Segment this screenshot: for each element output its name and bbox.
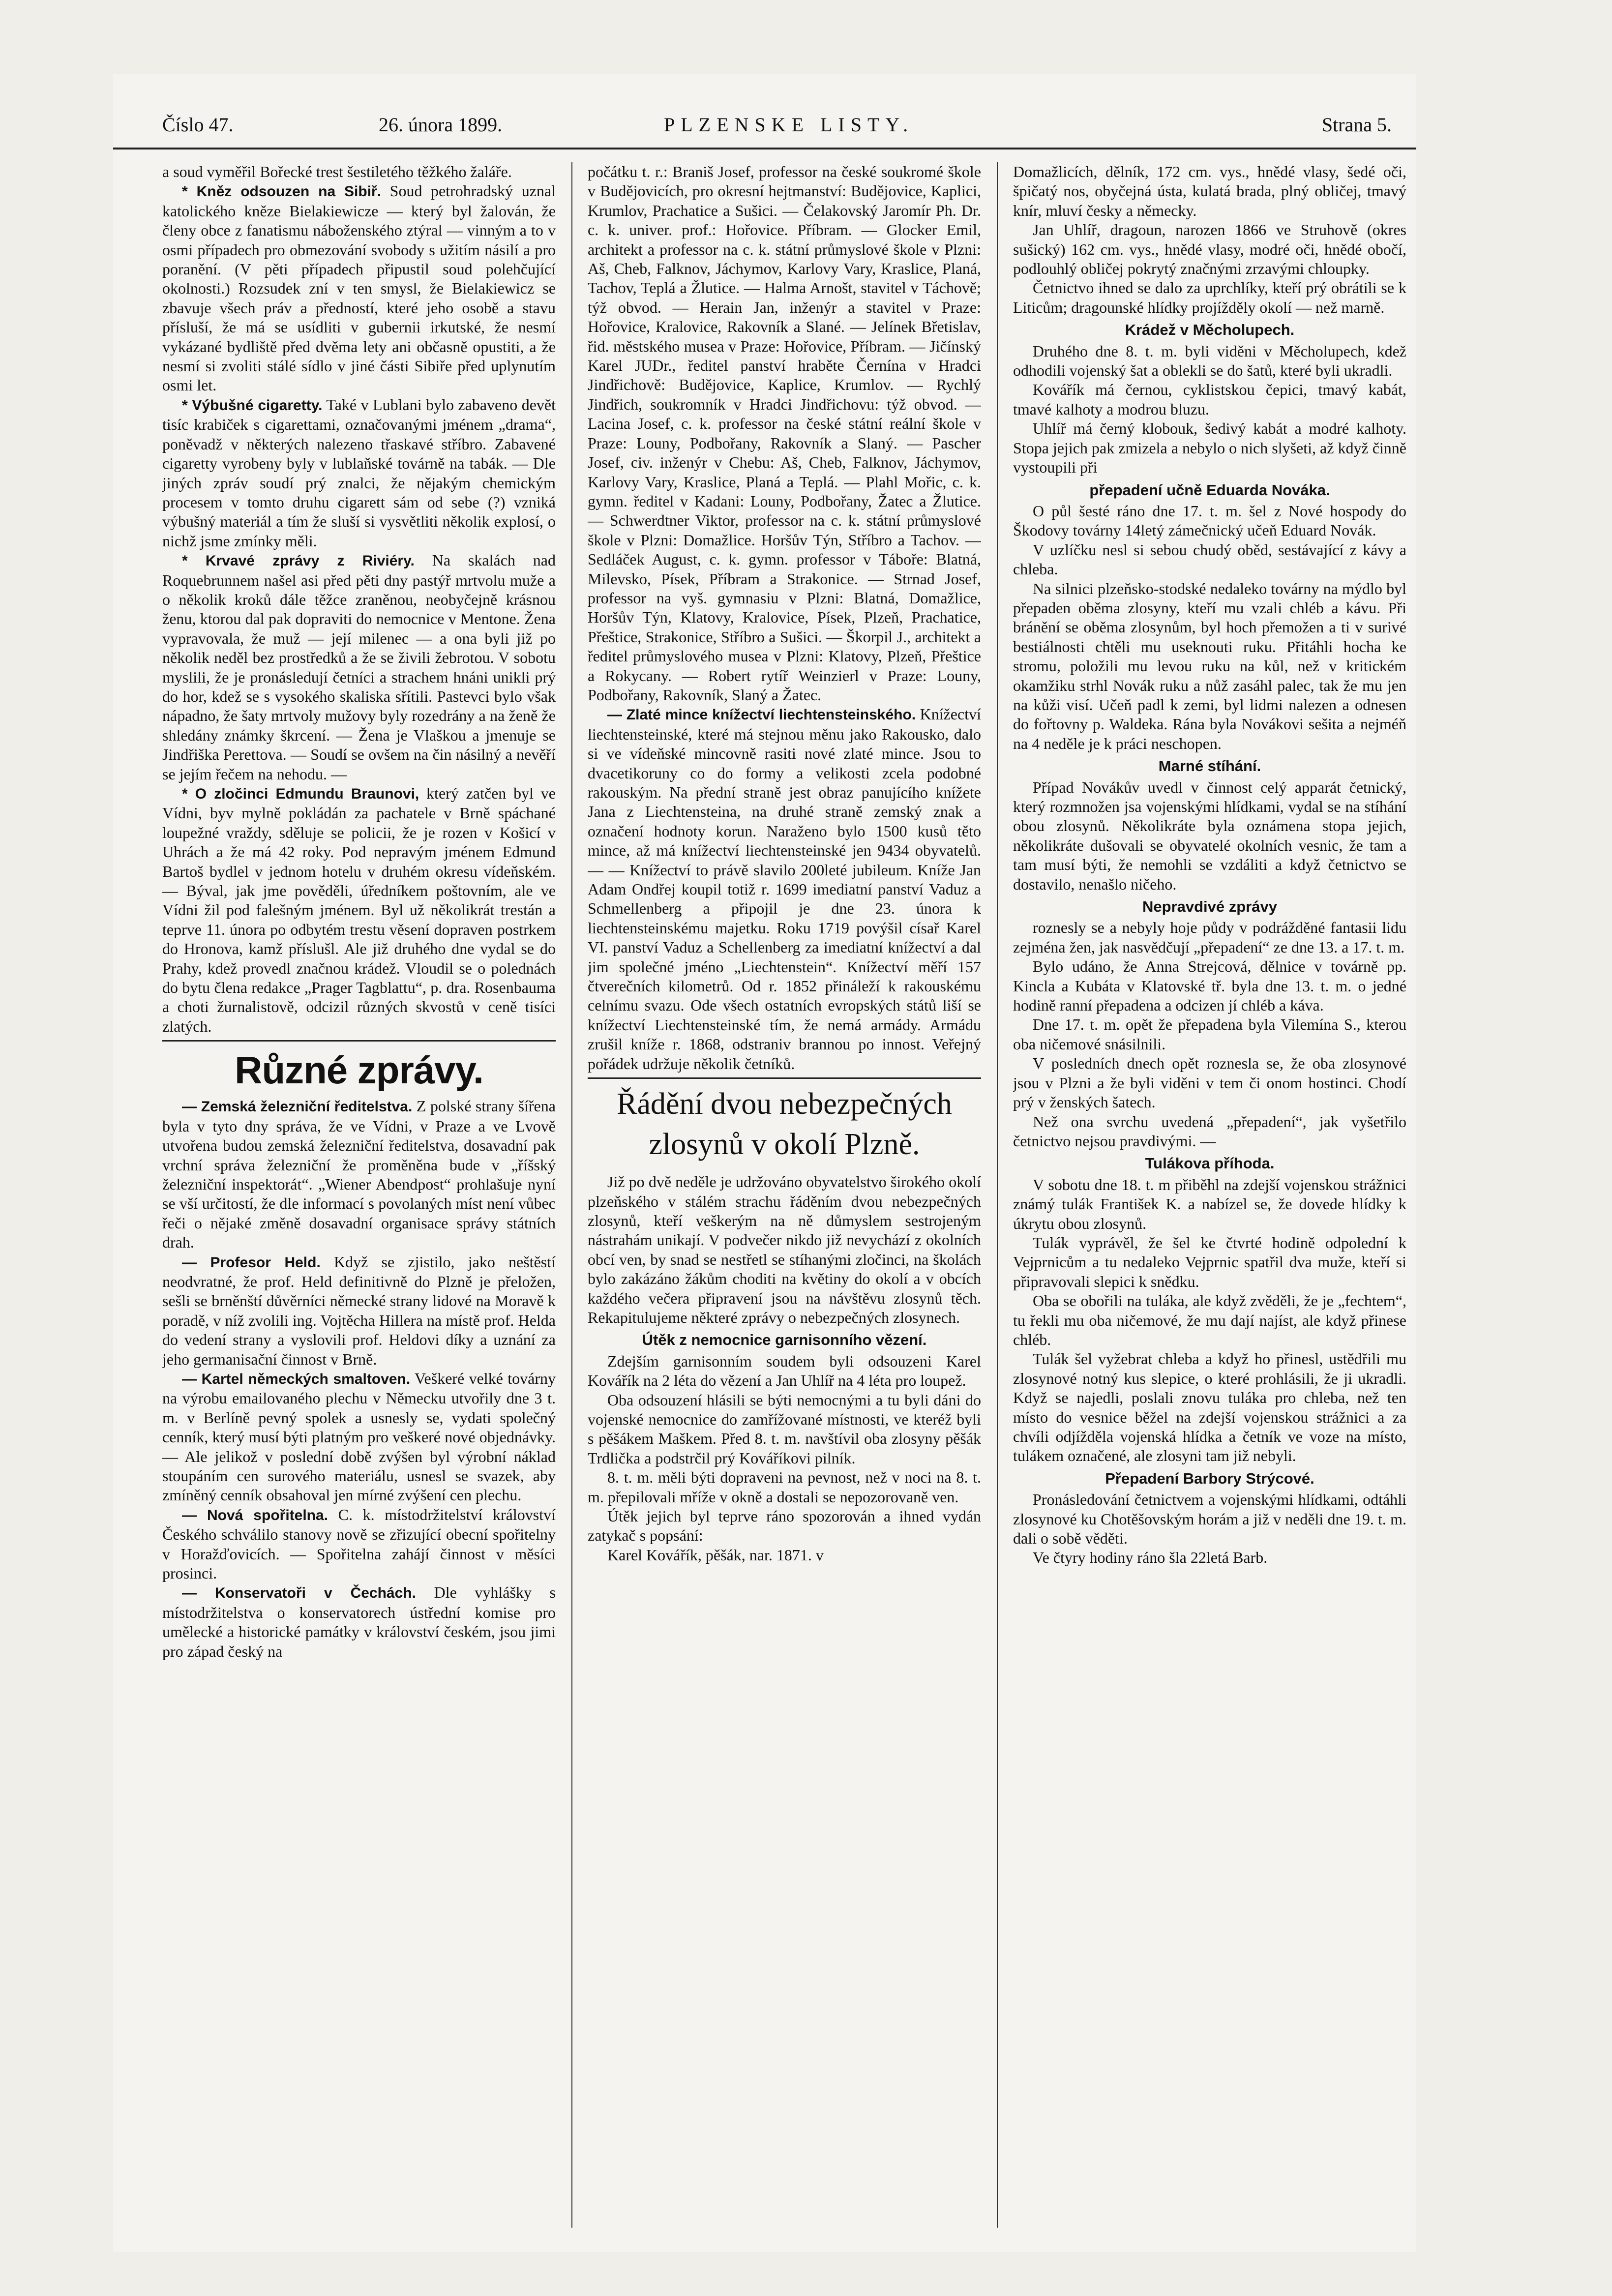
- news-item: [162, 784, 556, 1036]
- paragraph: Útěk jejich byl teprve ráno spozorován a ihned vydán zatykač s popsání:: [588, 1507, 981, 1545]
- news-item: [588, 705, 981, 1073]
- news-item-text: Soud petrohradský uznal katolického kněze Bielakiewicze — který byl žalován, že členy obce z fanatismu náboženského ztýral — vinným a to v osmi případech pro obmezování svobody s užitím násilí a pro poranění. (V pěti případech připustil soud polehčující okolnosti.) Rozsudek zní v ten smysl, že Bielakiewicz se zbavuje všech práv a předností, které jeho osobě a stavu přísluší, že má se usídliti v gubernii irkutské, že nesmí vykázané bydliště před dvěma lety ani občasně opustiti, a že nesmí si zvoliti stálé sídlo v jiné části Sibiře před uplynutím osmi let.: [162, 182, 556, 394]
- paragraph: Tulák šel vyžebrat chleba a když ho přinesl, ustědřili mu zlosynové notný kus slepice, o které prohlásili, že ji ukradli. Když se najedli, poslali znovu tuláka pro chleba, než ten místo do vesnice běžel na zdejší vojenskou strážnici a za chvíli odjížděla vojenská hlídka a četník ve voze na místo, tulákem označené, ale zlosyni tam již nebyli.: [1013, 1350, 1406, 1465]
- paragraph: Karel Kovářík, pěšák, nar. 1871. v: [607, 1546, 824, 1564]
- paragraph: V sobotu dne 18. t. m přiběhl na zdejší vojenskou strážnici známý tulák František K. a nabízel se, že dovede hlídky k úkrytu obou zlosynů.: [1013, 1175, 1406, 1232]
- paragraph: Oba odsouzení hlásili se býti nemocnými a tu byli dáni do vojenské nemocnice do zamřížované místnosti, ve kteréž byli s pěšákem Maškem. Před 8. t. m. navštívil oba zlosyny pěšák Trdlička a podstrčil prý Kováříkovi pilník.: [588, 1391, 981, 1467]
- news-item-heading: — Profesor Held.: [182, 1254, 321, 1271]
- news-item-text: Dle vyhlášky s místodržitelstva o konservatorech ústřední komise pro umělecké a historické památky v království českém, jsou jimi pro západ český na: [162, 1583, 556, 1660]
- paragraph: Oba se obořili na tuláka, ale když zvěděli, že je „fechtem“, tu řekli mu oba ničemové, že mu dají najíst, ale když přinese chléb.: [1013, 1292, 1406, 1348]
- news-item-text: C. k. místodržitelství království Českého schválilo stanovy nově se zřizující obecní spořitelny v Horažďovicích. — Spořitelna zahájí činnost v měsíci prosinci.: [162, 1505, 556, 1582]
- subheading: přepadení učně Eduarda Nováka.: [1089, 481, 1330, 499]
- news-item-text: Na skalách nad Roquebrunnem našel asi před pěti dny pastýř mrtvolu muže a o několik kroků dále těžce zraněnou, neobyčejně krásnou ženu, ktorou dal pak dopraviti do nemocnice v Mentone. Žena vypravovala, že muž — její milenec — a ona byli již po několik neděl bez prostředků a že se živili žebrotou. V sobotu myslili, že je pronásledují četníci a strachem hnáni unikli prý do hor, kdež se s vysokého skaliska sřítili. Pastevci bylo však nápadno, že šaty mrtvoly mužovy byly rozedrány a na ženě že shledány známky škrcení. — Žena je Vlaškou a jmenuje se Jindřiška Perettova. — Soudí se ovšem na čin násilný a nevěří se jejím řečem na nehodu. —: [162, 551, 556, 783]
- paragraph: Již po dvě neděle je udržováno obyvatelstvo širokého okolí plzeňského v stálém strachu řáděním dvou nebezpečných zlosynů, kteří veškerým na ně důmyslem sestrojeným nástrahám unikají. V podvečer nikdo již nevychází z okolních obcí ven, by snad se nestřetl se stíhanými zločinci, na školách bylo zakázáno žákům choditi na květiny do okolí a v obcích každého večera připravení jsou na návštěvu zlosynů těch. Rekapitulujeme některé zprávy o nebezpečných zlosynech.: [588, 1173, 981, 1326]
- issue-date: 26. února 1899.: [379, 114, 503, 136]
- paragraph: Než ona svrchu uvedená „přepadení“, jak vyšetřilo četnictvo nejsou pravdivými. —: [1013, 1112, 1406, 1150]
- paragraph: a soud vyměřil Bořecké trest šestiletého těžkého žaláře.: [162, 163, 512, 180]
- masthead-title: PLZENSKE LISTY.: [664, 114, 914, 136]
- column-divider: [571, 162, 572, 2228]
- paragraph: Uhlíř má černý klobouk, šedivý kabát a modré kalhoty. Stopa jejich pak zmizela a nebylo o nich slyšeti, až když činně vystoupili při: [1013, 419, 1406, 477]
- paragraph: Zdejším garnisonním soudem byli odsouzeni Karel Kovářík na 2 léta do vězení a Jan Uhlíř na 4 léta pro loupež.: [588, 1352, 981, 1390]
- paragraph: roznesly se a nebyly hoje půdy v podrážděné fantasii lidu zejména žen, jak nasvědčují „přepadení“ ze dne 13. a 17. t. m.: [1013, 919, 1406, 956]
- subheading: Tulákova příhoda.: [1145, 1155, 1275, 1172]
- news-item-text: Knížectví liechtensteinské, které má stejnou měnu jako Rakousko, dalo si ve vídeňské mincovně rasiti nové zlaté mince. Jsou to dvacetikoruny co do formy a velikosti zcela podobné rakouským. Na přední straně jest obraz panujícího knížete Jana z Liechtensteina, na druhé straně zemský znak a označení hodnoty korun. Naraženo bylo 1500 kusů těto mince, až má knížectví liechtensteinské jen 9434 obyvatelů. — — Knížectví to právě slavilo 200leté jubileum. Kníže Jan Adam Ondřej koupil totiž r. 1699 imediatní panství Vaduz a Schmellenberg a připojil je dne 23. února k liechtensteinskému majetku. Roku 1719 povýšil císař Karel VI. panství Vaduz a Schellenberg za imediatní knížectví a dal jim společné jméno „Liechtenstein“. Knížectví měří 157 čtverečních kilometrů. Od r. 1852 přináleží k rakouskému celnímu svazu. Ode všech ostatních evropských států liší se knížectví Liechtensteinské tím, že nemá armády. Armádu zrušil kníže r. 1868, odstraniv brannou po innost. Veřejný pořádek udržuje několik četníků.: [588, 705, 981, 1073]
- paragraph: O půl šesté ráno dne 17. t. m. šel z Nové hospody do Škodovy továrny 14letý zámečnický učeň Eduard Novák.: [1013, 502, 1406, 539]
- section-heading: Různé zprávy.: [235, 1048, 483, 1092]
- subheading: Útěk z nemocnice garnisonního vězení.: [642, 1331, 927, 1349]
- news-item: [162, 1505, 556, 1583]
- news-item-text: Z polské strany šířena byla v tyto dny správa, že ve Vídni, v Praze a ve Lvově utvořena budou zemská železniční ředitelstva, dosavadní pak vrchní správa železniční že proměněna bude v „říšský železniční inspektorát“. „Wiener Abendpost“ prohlašuje nyní se vší určitostí, že dle informací s povolaných míst není vůbec řeči o nějaké změně dosavadní organisace správy státních drah.: [162, 1097, 556, 1252]
- column-1: [162, 162, 556, 2233]
- paragraph: Na silnici plzeňsko-stodské nedaleko továrny na mýdlo byl přepaden oběma zlosyny, kteří mu vzali chléb a kávu. Při bránění se oběma zlosynům, byl hoch přemožen a ti v surivé bestiálnosti chtěli mu useknouti ruku. Přitáhli hocha ke stromu, položili mu levou ruku na kůl, než v kritickém okamžiku strhl Novák ruku a nůž zasáhl palec, tak že mu jen na kůži visí. Učeň padl k zemi, byl lidmi nalezen a odnesen do fořtovny p. Waldeka. Rána byla Novákovi sešita a nejméň na 4 neděle je k práci neschopen.: [1013, 579, 1406, 752]
- news-item: [162, 1252, 556, 1369]
- news-item-heading: * Výbušné cigaretty.: [182, 397, 323, 414]
- section-rule: [162, 1040, 556, 1042]
- news-item-heading: * Krvavé zprávy z Riviéry.: [182, 553, 415, 569]
- news-item: [162, 1097, 556, 1252]
- news-item-text: Také v Lublani bylo zabaveno devět tisíc krabiček s cigarettami, označovanými jménem „drama“, poněvadž v některých nalezeno třaskavé stříbro. Zabavené cigaretty vyrobeny byly v lublaňské továrně na tabák. — Dle jiných zpráv soudí prý znalci, že nějakým chemickým procesem v tomto druhu cigarett sám od sebe (?) vzniká výbušný materiál a tím že sluší si vysvětliti několik explosí, o nichž jsme zmínky měli.: [162, 395, 556, 550]
- news-item-text: Veškeré velké továrny na výrobu emailovaného plechu v Německu utvořily dne 3 t. m. v Berlíně pevný spolek a usnesly se, vydati společný cenník, který musí býti platným pro veškeré nové objednávky. — Ale jelikož v poslední době zvýšen byl výrobní náklad stoupáním cen surového materiálu, usnesl se svazek, aby zmíněný cenník obsahoval jen mírné zvýšení cen plechu.: [162, 1369, 556, 1504]
- column-divider: [997, 162, 998, 2228]
- news-item-heading: — Zemská železniční ředitelstva.: [182, 1099, 413, 1115]
- paragraph: Ve čtyry hodiny ráno šla 22letá Barb.: [1033, 1549, 1268, 1567]
- paragraph: počátku t. r.: Braniš Josef, professor na české soukromé škole v Budějovicích, pro okresní hejtmanství: Budějovice, Kaplici, Krumlov, Prachatice a Sušici. — Čelakovský Jaromír Ph. Dr. c. k. univer. prof.: Hořovice. Příbram. — Glocker Emil, architekt a professor na c. k. státní průmyslové škole v Plzni: Aš, Cheb, Falknov, Jáchymov, Karlovy Vary, Kraslice, Planá, Tachov, Teplá a Žlutice. — Halma Arnošt, stavitel v Táchově; týž obvod. — Herain Jan, inženýr a stavitel v Praze: Hořovice, Kralovice, Rakovník a Slané. — Jelínek Břetislav, řid. městského musea v Praze: Hořovice, Příbram. — Jičínský Karel JUDr., ředitel panství hraběte Černína v Hradci Jindřichově: Budějovice, Kaplice, Krumlov. — Rychlý Jindřich, soukromník v Hradci Jindřichovu: týž obvod. — Lacina Josef, c. k. professor na české státní reální škole v Praze: Louny, Podbořany, Rakovník a Slaný. — Pascher Josef, civ. inženýr v Chebu: Aš, Cheb, Falknov, Jáchymov, Karlovy Vary, Kraslice, Planá a Teplá. — Plahl Mořic, c. k. gymn. ředitel v Kadani: Louny, Podbořany, Žatec a Žlutice. — Schwerdtner Viktor, professor na c. k. státní průmyslové škole v Plzni: Domažlice. Horšův Týn, Stříbro a Tachov. — Sedláček August, c. k. gymn. professor v Táboře: Blatná, Milevsko, Písek, Příbram a Strakonice. — Strnad Josef, professor na vyš. gymnasiu v Plzni: Blatná, Domažlice, Horšův Týn, Klatovy, Kralovice, Písek, Plzeň, Prachatice, Přeštice, Strakonice, Stříbro a Sušici. — Škorpil J., architekt a ředitel průmyslového musea v Plzni: Klatovy, Plzeň, Přeštice a Rokycany. — Robert rytíř Weinzierl v Praze: Louny, Podbořany, Rakovník, Slaný a Žatec.: [588, 163, 981, 704]
- page-number: Strana 5.: [1321, 114, 1392, 136]
- page-header: [113, 113, 1416, 143]
- news-item: [162, 395, 556, 551]
- news-item: [162, 551, 556, 784]
- article-headline: Řádění dvou nebezpečných zlosynů v okolí Plzně.: [617, 1087, 952, 1162]
- news-item-heading: — Nová spořitelna.: [182, 1507, 328, 1523]
- subheading: Krádež v Měcholupech.: [1125, 321, 1295, 339]
- news-item-text: který zatčen byl ve Vídni, byv mylně pokládán za pachatele v Brně spáchané loupežné vraždy, sděluje se policii, že je rozen v Košicí v Uhrách a že má 42 roky. Pod nepravým jménem Edmund Bartoš bydlel v jednom hotelu v druhém okresu vídeňském. — Býval, jak jme pověděli, úředníkem poštovním, ale ve Vídni žil pod falešným jménem. Byl už několikrát trestán a teprve 11. února po odbytém trestu věsení dopraven postrkem do Hronova, kamž příslušl. Ale již druhého dne vydal se do Prahy, kdež provedl značnou krádež. Vloudil se o polednách do bytu člena redakce „Prager Tagblattu“, p. dra. Rosenbauma a choti žurnalistově, odcizil různých skvostů v ceně tisíci zlatých.: [162, 784, 556, 1035]
- subheading: Přepadení Barbory Strýcové.: [1105, 1469, 1314, 1487]
- subheading: Nepravdivé zprávy: [1142, 898, 1277, 916]
- paragraph: V posledních dnech opět roznesla se, že oba zlosynové jsou v Plzni a že byli viděni v tem či onom hostinci. Chodí prý v ženských šatech.: [1013, 1054, 1406, 1111]
- newspaper-page: [113, 74, 1416, 2252]
- paragraph: 8. t. m. měli býti dopraveni na pevnost, než v noci na 8. t. m. přepilovali mříže v okně a dostali se nepozorovaně ven.: [588, 1468, 981, 1506]
- paragraph: Jan Uhlíř, dragoun, narozen 1866 ve Struhově (okres sušický) 162 cm. vys., hnědé vlasy, modré oči, hnědé obočí, podlouhlý obličej pokrytý značnými zrzavými chloupky.: [1013, 221, 1406, 278]
- news-item: [162, 1583, 556, 1661]
- news-item: [162, 1369, 556, 1505]
- paragraph: Domažlicích, dělník, 172 cm. vys., hnědé vlasy, šedé oči, špičatý nos, obyčejná ústa, kulatá brada, plný obličej, tmavý knír, mluví česky a německy.: [1013, 163, 1406, 219]
- news-item-text: Když se zjistilo, jako neštěstí neodvratné, že prof. Held definitivně do Plzně je přeložen, sešli se brněnští důvěrníci německé strany lidové na Moravě k poradě, v níž zvolili ing. Vojtěcha Hillera na místě prof. Helda do vedení strany a vyslovili prof. Heldovi díky a uznání za jeho germanisační činnost v Brně.: [162, 1252, 556, 1368]
- header-rule: [113, 148, 1416, 149]
- paragraph: Dne 17. t. m. opět že přepadena byla Vilemína S., kterou oba ničemové snásilnili.: [1013, 1015, 1406, 1053]
- column-3: [1013, 162, 1406, 2233]
- news-item-heading: — Kartel německých smaltoven.: [182, 1371, 411, 1387]
- paragraph: Tulák vyprávěl, že šel ke čtvrté hodině odpolední k Vejprnicům a tu nedaleko Vejprnic spatřil dva muže, kteří si připravovali slepici k snědku.: [1013, 1233, 1406, 1290]
- subheading: Marné stíhání.: [1158, 757, 1261, 775]
- issue-number: Číslo 47.: [162, 114, 234, 136]
- column-2: [588, 162, 981, 2233]
- article-rule: [588, 1077, 981, 1079]
- paragraph: Bylo udáno, že Anna Strejcová, dělnice v továrně pp. Kincla a Kubáta v Klatovské tř. byla dne 13. t. m. o jedné hodině ranní přepadena a odcizen jí chléb a káva.: [1013, 957, 1406, 1014]
- paragraph: Kovářík má černou, cyklistskou čepici, tmavý kabát, tmavé kalhoty a modrou bluzu.: [1013, 381, 1406, 418]
- paragraph: Druhého dne 8. t. m. byli viděni v Měcholupech, kdež odhodili vojenský šat a oblekli se do šatů, které byli ukradli.: [1013, 342, 1406, 380]
- paragraph: Četnictvo ihned se dalo za uprchlíky, kteří prý obrátili se k Liticům; dragounské hlídky projížděly okolí — než marně.: [1013, 279, 1406, 316]
- paragraph: Případ Novákův uvedl v činnost celý apparát četnický, který rozmnožen jsa vojenskými hlídkami, vydal se na stíhání obou zlosynů. Několikráte byla oznámena stopa jejich, několikráte dušovali se obyvatelé okolních vesnic, že tam a tam musí býti, že nemohli se vzdáliti a když četnictvo se dostavilo, nenašlo ničeho.: [1013, 778, 1406, 893]
- paragraph: V uzlíčku nesl si sebou chudý oběd, sestávající z kávy a chleba.: [1013, 540, 1406, 578]
- news-item: [162, 181, 556, 395]
- news-item-heading: — Konservatoři v Čechách.: [182, 1585, 416, 1602]
- news-item-heading: — Zlaté mince knížectví liechtensteinského.: [607, 707, 916, 723]
- news-item-heading: * Kněz odsouzen na Sibiř.: [182, 183, 382, 200]
- news-item-heading: * O zločinci Edmundu Braunovi,: [182, 786, 419, 802]
- paragraph: Pronásledování četnictvem a vojenskými hlídkami, odtáhli zlosynové ku Chotěšovským horám a již v neděli dne 19. t. m. dali o sobě věděti.: [1013, 1491, 1406, 1548]
